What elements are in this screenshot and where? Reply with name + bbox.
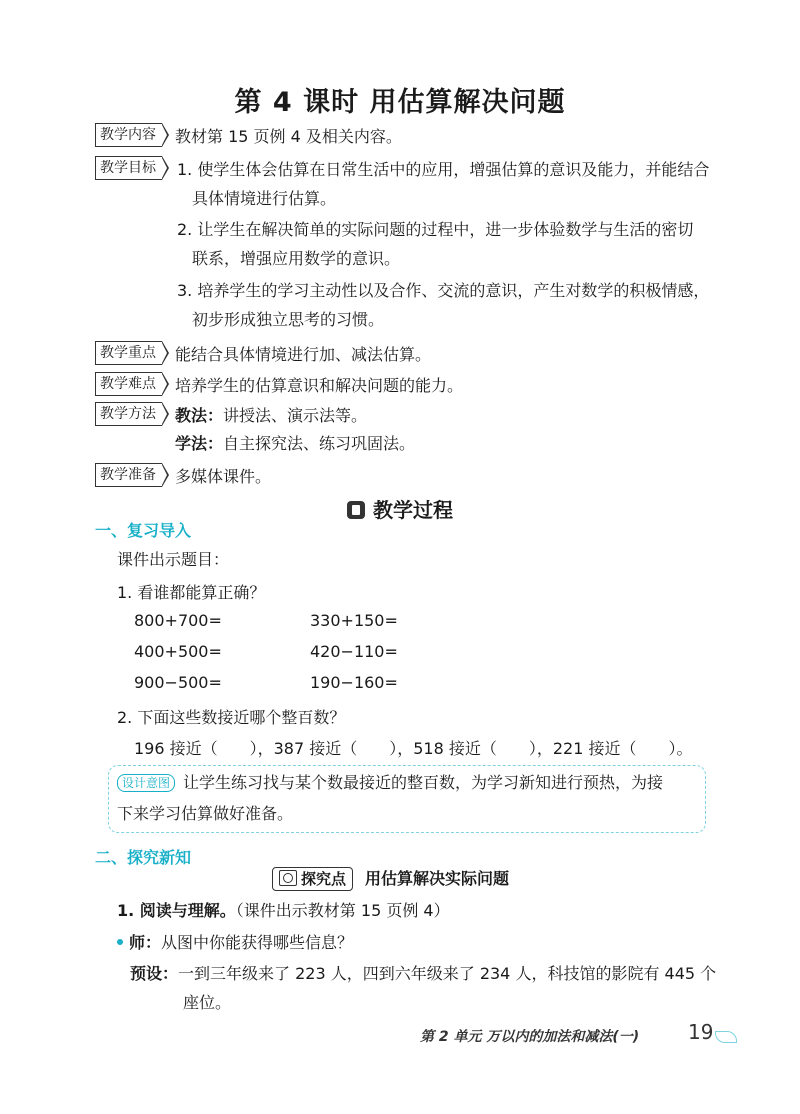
preset-line1 — [130, 961, 716, 984]
preset-text-1: 一到三年级来了 223 人，四到六年级来了 234 人，科技馆的影院有 445 个 — [178, 964, 717, 983]
tag-preparation: 教学准备 — [95, 463, 162, 487]
method-learn-line — [175, 431, 415, 454]
calc-item: 400+500= — [134, 642, 222, 661]
design-intent-line2: 下来学习估算做好准备。 — [117, 804, 294, 823]
book-icon — [347, 501, 365, 519]
teacher-text: 从图中你能获得哪些信息？ — [161, 933, 354, 952]
key-points-text: 能结合具体情境进行加、减法估算。 — [175, 345, 432, 364]
bullet-dot-icon — [117, 939, 123, 945]
section-review-heading: 一、复习导入 — [95, 521, 192, 540]
tag-difficulties: 教学难点 — [95, 372, 162, 396]
tag-teaching-objectives: 教学目标 — [95, 156, 162, 180]
calc-item: 190−160= — [310, 673, 398, 692]
page-title: 第 4 课时 用估算解决问题 — [234, 87, 566, 118]
teaching-content-text: 教材第 15 页例 4 及相关内容。 — [175, 127, 402, 146]
review-question-2-blanks: 196 接近（ ），387 接近（ ），518 接近（ ），221 接近（ ）。 — [134, 739, 693, 758]
calc-item: 330+150= — [310, 611, 398, 630]
difficulties-text: 培养学生的估算意识和解决问题的能力。 — [175, 376, 464, 395]
explore-point-title: 用估算解决实际问题 — [365, 869, 510, 888]
page-number: 19 — [688, 1020, 714, 1044]
explore-tag-label: 探究点 — [301, 870, 347, 888]
review-question-2: 2. 下面这些数接近哪个整百数？ — [117, 708, 346, 727]
explore-point-tag — [272, 867, 353, 891]
objective-1-line1: 1. 使学生体会估算在日常生活中的应用，增强估算的意识及能力，并能结合 — [177, 160, 710, 179]
objective-3-line1: 3. 培养学生的学习主动性以及合作、交流的意识，产生对数学的积极情感， — [177, 281, 710, 300]
preset-line2: 座位。 — [183, 993, 232, 1012]
objective-2-line2: 联系，增强应用数学的意识。 — [192, 249, 401, 268]
process-title-text: 教学过程 — [373, 498, 453, 522]
footer-unit-title: 第 2 单元 万以内的加法和减法(一) — [420, 1029, 640, 1045]
objective-1-line2: 具体情境进行估算。 — [192, 189, 337, 208]
leaf-icon — [715, 1031, 737, 1043]
review-question-1: 1. 看谁都能算正确？ — [117, 583, 266, 602]
step-1-note: （课件出示教材第 15 页例 4） — [235, 901, 450, 920]
tag-key-points: 教学重点 — [95, 341, 162, 365]
design-intent-line1 — [117, 770, 663, 793]
method-teach-line — [175, 403, 367, 426]
calc-item: 800+700= — [134, 611, 222, 630]
teacher-line — [117, 930, 353, 953]
teacher-label: 师： — [129, 933, 162, 952]
design-intent-tag: 设计意图 — [117, 774, 175, 792]
method-teach-text: 讲授法、演示法等。 — [223, 406, 368, 425]
calc-item: 900−500= — [134, 673, 222, 692]
section-explore-heading: 二、探究新知 — [95, 848, 192, 867]
explore-icon — [279, 870, 297, 886]
step-1-label: 1. 阅读与理解。 — [117, 901, 236, 920]
method-teach-label: 教法： — [175, 406, 224, 425]
review-intro: 课件出示题目： — [117, 550, 230, 569]
method-learn-label: 学法： — [175, 434, 224, 453]
calc-item: 420−110= — [310, 642, 398, 661]
objective-2-line1: 2. 让学生在解决简单的实际问题的过程中，进一步体验数学与生活的密切 — [177, 220, 694, 239]
preparation-text: 多媒体课件。 — [175, 467, 272, 486]
tag-methods: 教学方法 — [95, 402, 162, 426]
explore-step-1 — [117, 898, 450, 921]
tag-teaching-content: 教学内容 — [95, 123, 162, 147]
objective-3-line2: 初步形成独立思考的习惯。 — [192, 310, 385, 329]
preset-label: 预设： — [130, 964, 179, 983]
method-learn-text: 自主探究法、练习巩固法。 — [223, 434, 416, 453]
design-intent-text-1: 让学生练习找与某个数最接近的整百数，为学习新知进行预热，为接 — [183, 773, 664, 792]
explore-point-header — [272, 866, 509, 891]
